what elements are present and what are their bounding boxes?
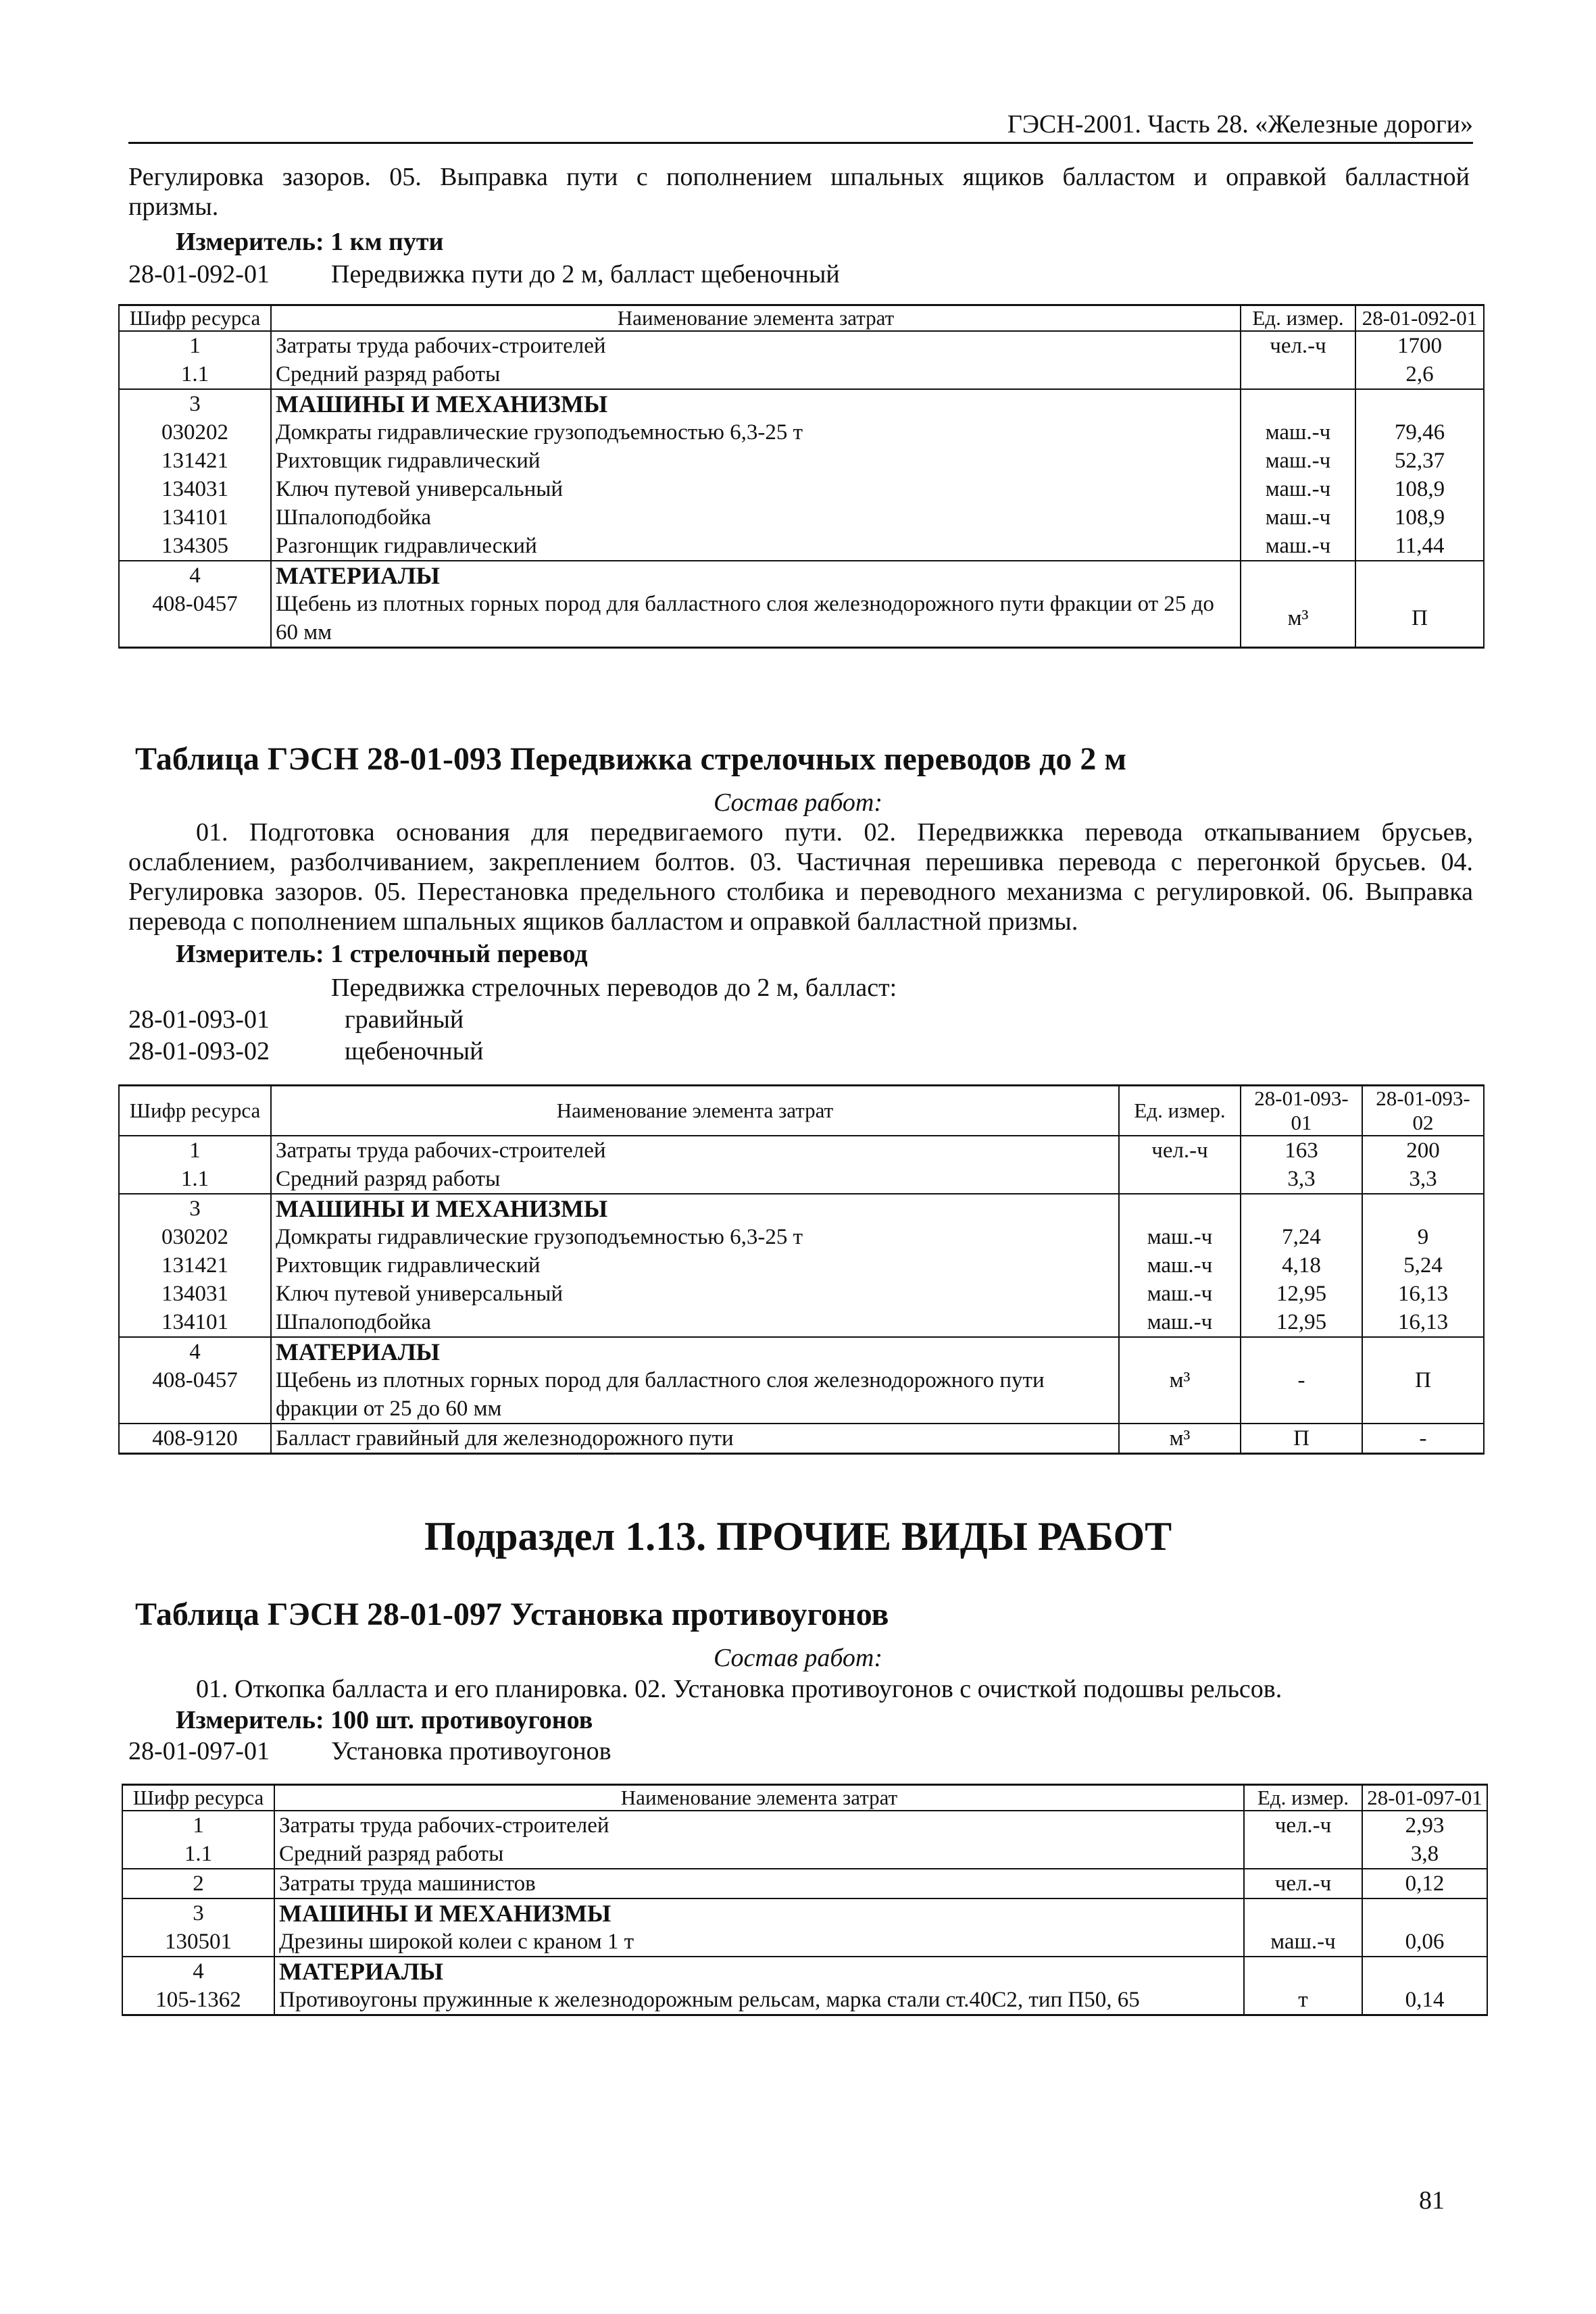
norm-common-name: Передвижка стрелочных переводов до 2 м, балласт: xyxy=(331,974,897,1002)
page-number: 81 xyxy=(1419,2186,1445,2215)
cell-unit xyxy=(1119,1165,1241,1194)
cell-value-1: 12,95 xyxy=(1241,1308,1362,1337)
cell-unit: т xyxy=(1244,1986,1362,2015)
cell-value: 2,6 xyxy=(1355,360,1484,389)
cell-unit: маш.-ч xyxy=(1119,1280,1241,1308)
cell-code: 1 xyxy=(122,1811,274,1840)
header-unit: Ед. измер. xyxy=(1119,1086,1241,1136)
cell-unit xyxy=(1119,1337,1241,1366)
cell-name: Рихтовщик гидравлический xyxy=(271,1251,1119,1280)
cell-value: 11,44 xyxy=(1355,532,1484,561)
cell-code: 134031 xyxy=(119,475,271,503)
cell-code: 134101 xyxy=(119,503,271,532)
cell-unit: маш.-ч xyxy=(1119,1308,1241,1337)
cell-unit: чел.-ч xyxy=(1119,1136,1241,1165)
cell-name: Щебень из плотных горных пород для балластного слоя железнодорожного пути фракции от 25 до 60 мм xyxy=(271,1366,1119,1424)
cell-value: П xyxy=(1355,590,1484,648)
cell-unit xyxy=(1241,561,1355,590)
cell-value: 108,9 xyxy=(1355,503,1484,532)
cell-code: 3 xyxy=(119,389,271,418)
table-row xyxy=(119,475,1484,503)
cell-value-2: 3,3 xyxy=(1362,1165,1484,1194)
norm-code: 28-01-093-02 xyxy=(128,1037,270,1065)
cell-name: Шпалоподбойка xyxy=(271,503,1241,532)
cell-unit: маш.-ч xyxy=(1241,418,1355,447)
table-row xyxy=(119,503,1484,532)
cell-code: 3 xyxy=(119,1194,271,1223)
norm-code: 28-01-092-01 xyxy=(128,260,270,288)
header-unit: Ед. измер. xyxy=(1244,1785,1362,1811)
norm-code-row xyxy=(128,259,840,289)
table-row xyxy=(119,561,1484,590)
cell-value: 52,37 xyxy=(1355,447,1484,475)
cell-unit: маш.-ч xyxy=(1244,1928,1362,1957)
norm-code: 28-01-093-01 xyxy=(128,1005,270,1034)
cell-value-2: 16,13 xyxy=(1362,1280,1484,1308)
cell-name: Дрезины широкой колеи с краном 1 т xyxy=(274,1928,1244,1957)
running-header: ГЭСН-2001. Часть 28. «Железные дороги» xyxy=(128,108,1473,144)
header-code: Шифр ресурса xyxy=(119,305,271,332)
cell-code: 1.1 xyxy=(119,1165,271,1194)
cell-code: 1 xyxy=(119,331,271,360)
cell-name: Средний разряд работы xyxy=(271,360,1241,389)
cell-name: Затраты труда машинистов xyxy=(274,1869,1244,1898)
resource-table-093 xyxy=(118,1084,1485,1455)
cell-unit: м³ xyxy=(1119,1424,1241,1454)
cell-code: 1 xyxy=(119,1136,271,1165)
cell-code: 3 xyxy=(122,1898,274,1928)
cell-code: 030202 xyxy=(119,418,271,447)
table-header-row xyxy=(119,305,1484,332)
cell-unit xyxy=(1244,1898,1362,1928)
cell-unit: м³ xyxy=(1119,1366,1241,1424)
cell-value-1 xyxy=(1241,1337,1362,1366)
header-unit: Ед. измер. xyxy=(1241,305,1355,332)
cell-code: 2 xyxy=(122,1869,274,1898)
section-label: МАТЕРИАЛЫ xyxy=(271,561,1241,590)
cell-code: 131421 xyxy=(119,1251,271,1280)
table-row xyxy=(122,1957,1487,1986)
measure-label-092: Измеритель: 1 км пути xyxy=(176,228,444,256)
cell-unit xyxy=(1241,360,1355,389)
header-name: Наименование элемента затрат xyxy=(271,1086,1119,1136)
cell-code: 408-9120 xyxy=(119,1424,271,1454)
cell-unit: маш.-ч xyxy=(1241,503,1355,532)
cell-unit: чел.-ч xyxy=(1244,1811,1362,1840)
cell-code: 134031 xyxy=(119,1280,271,1308)
cell-unit: маш.-ч xyxy=(1241,447,1355,475)
table-row xyxy=(122,1928,1487,1957)
works-text-093: 01. Подготовка основания для передвигаемого пути. 02. Передвижкка перевода откапыванием брусьев, ослаблением, разболчиванием, закреплением болтов. 03. Частичная перешивка перевода с перегонкой брусьев. 04. Регулировка зазоров. 05. Перестановка предельного столбика и переводного механизма с регулировкой. 06. Выправка перевода с пополнением шпальных ящиков балластом и оправкой балластной призмы. xyxy=(128,818,1473,936)
section-label: МАШИНЫ И МЕХАНИЗМЫ xyxy=(274,1898,1244,1928)
cell-value-1: 12,95 xyxy=(1241,1280,1362,1308)
cell-value: 0,14 xyxy=(1362,1986,1487,2015)
measure-label-097: Измеритель: 100 шт. противоугонов xyxy=(176,1706,593,1734)
table-row xyxy=(122,1898,1487,1928)
header-norm-2: 28-01-093-02 xyxy=(1362,1086,1484,1136)
header-code: Шифр ресурса xyxy=(122,1785,274,1811)
cell-unit: маш.-ч xyxy=(1241,475,1355,503)
norm-name: гравийный xyxy=(345,1005,464,1034)
cell-code: 408-0457 xyxy=(119,590,271,648)
works-label-093: Состав работ: xyxy=(713,788,883,817)
cell-value-1: 3,3 xyxy=(1241,1165,1362,1194)
cell-unit: маш.-ч xyxy=(1241,532,1355,561)
cell-value-2: П xyxy=(1362,1366,1484,1424)
section-label: МАШИНЫ И МЕХАНИЗМЫ xyxy=(271,389,1241,418)
cell-name: Затраты труда рабочих-строителей xyxy=(271,331,1241,360)
works-label-097: Состав работ: xyxy=(713,1644,883,1672)
table-row xyxy=(119,532,1484,561)
table-row xyxy=(122,1840,1487,1869)
table-row xyxy=(119,1280,1484,1308)
cell-value-1: П xyxy=(1241,1424,1362,1454)
cell-value xyxy=(1355,389,1484,418)
table-row xyxy=(119,1337,1484,1366)
cell-unit: чел.-ч xyxy=(1244,1869,1362,1898)
cell-name: Затраты труда рабочих-строителей xyxy=(271,1136,1119,1165)
cell-name: Средний разряд работы xyxy=(274,1840,1244,1869)
cell-value: 0,06 xyxy=(1362,1928,1487,1957)
cell-unit: м³ xyxy=(1241,590,1355,648)
cell-name: Домкраты гидравлические грузоподъемностью 6,3-25 т xyxy=(271,418,1241,447)
cell-value-2: 5,24 xyxy=(1362,1251,1484,1280)
table-row xyxy=(119,360,1484,389)
intro-text-line-1: Регулировка зазоров. 05. Выправка пути с пополнением шпальных ящиков балластом и оправкой балластной xyxy=(128,163,1470,191)
cell-code: 131421 xyxy=(119,447,271,475)
header-norm-1: 28-01-092-01 xyxy=(1355,305,1484,332)
header-norm-1: 28-01-093-01 xyxy=(1241,1086,1362,1136)
cell-code: 130501 xyxy=(122,1928,274,1957)
cell-value-1: 163 xyxy=(1241,1136,1362,1165)
cell-value xyxy=(1355,561,1484,590)
cell-name: Затраты труда рабочих-строителей xyxy=(274,1811,1244,1840)
intro-text-line-2: призмы. xyxy=(128,193,219,221)
cell-value xyxy=(1362,1957,1487,1986)
table-row xyxy=(122,1869,1487,1898)
cell-unit: маш.-ч xyxy=(1119,1223,1241,1251)
cell-value: 0,12 xyxy=(1362,1869,1487,1898)
table-row xyxy=(122,1811,1487,1840)
norm-code-row xyxy=(128,1036,484,1066)
cell-code: 105-1362 xyxy=(122,1986,274,2015)
section-label: МАШИНЫ И МЕХАНИЗМЫ xyxy=(271,1194,1119,1223)
resource-table-092 xyxy=(118,304,1485,649)
norm-name: щебеночный xyxy=(345,1037,484,1065)
norm-name: Передвижка пути до 2 м, балласт щебеночный xyxy=(331,260,840,288)
cell-value-1: - xyxy=(1241,1366,1362,1424)
header-code: Шифр ресурса xyxy=(119,1086,271,1136)
norm-code-row xyxy=(128,1005,464,1034)
table-title-097: Таблица ГЭСН 28-01-097 Установка противоугонов xyxy=(135,1596,889,1632)
table-row xyxy=(119,1223,1484,1251)
resource-table-097 xyxy=(122,1784,1488,2016)
cell-value: 108,9 xyxy=(1355,475,1484,503)
cell-name: Противоугоны пружинные к железнодорожным рельсам, марка стали ст.40С2, тип П50, 65 xyxy=(274,1986,1244,2015)
cell-name: Домкраты гидравлические грузоподъемностью 6,3-25 т xyxy=(271,1223,1119,1251)
cell-unit xyxy=(1244,1840,1362,1869)
cell-code: 134101 xyxy=(119,1308,271,1337)
cell-value-2: 9 xyxy=(1362,1223,1484,1251)
cell-name: Щебень из плотных горных пород для балластного слоя железнодорожного пути фракции от 25 до 60 мм xyxy=(271,590,1241,648)
cell-code: 030202 xyxy=(119,1223,271,1251)
cell-value-2: - xyxy=(1362,1424,1484,1454)
cell-code: 1.1 xyxy=(119,360,271,389)
cell-name: Разгонщик гидравлический xyxy=(271,532,1241,561)
table-row xyxy=(119,1424,1484,1454)
table-header-row xyxy=(122,1785,1487,1811)
cell-value-2 xyxy=(1362,1337,1484,1366)
section-label: МАТЕРИАЛЫ xyxy=(274,1957,1244,1986)
subsection-title: Подраздел 1.13. ПРОЧИЕ ВИДЫ РАБОТ xyxy=(424,1514,1172,1559)
cell-value-1: 4,18 xyxy=(1241,1251,1362,1280)
table-row xyxy=(122,1986,1487,2015)
table-row xyxy=(119,1308,1484,1337)
table-row xyxy=(119,1251,1484,1280)
cell-code: 408-0457 xyxy=(119,1366,271,1424)
measure-label-093: Измеритель: 1 стрелочный перевод xyxy=(176,940,588,968)
cell-value-1: 7,24 xyxy=(1241,1223,1362,1251)
cell-value: 3,8 xyxy=(1362,1840,1487,1869)
header-name: Наименование элемента затрат xyxy=(274,1785,1244,1811)
cell-unit xyxy=(1119,1194,1241,1223)
cell-code: 4 xyxy=(122,1957,274,1986)
cell-name: Средний разряд работы xyxy=(271,1165,1119,1194)
cell-value-2: 200 xyxy=(1362,1136,1484,1165)
cell-name: Шпалоподбойка xyxy=(271,1308,1119,1337)
table-row xyxy=(119,1165,1484,1194)
cell-code: 4 xyxy=(119,561,271,590)
table-row xyxy=(119,447,1484,475)
cell-unit xyxy=(1244,1957,1362,1986)
cell-value-2: 16,13 xyxy=(1362,1308,1484,1337)
norm-code-row xyxy=(128,1736,612,1766)
cell-value: 2,93 xyxy=(1362,1811,1487,1840)
cell-name: Ключ путевой универсальный xyxy=(271,475,1241,503)
cell-code: 4 xyxy=(119,1337,271,1366)
cell-code: 134305 xyxy=(119,532,271,561)
table-row xyxy=(119,590,1484,648)
cell-unit: чел.-ч xyxy=(1241,331,1355,360)
cell-value xyxy=(1362,1898,1487,1928)
cell-code: 1.1 xyxy=(122,1840,274,1869)
table-row xyxy=(119,389,1484,418)
cell-value-2 xyxy=(1362,1194,1484,1223)
cell-value-1 xyxy=(1241,1194,1362,1223)
table-row xyxy=(119,1136,1484,1165)
cell-name: Ключ путевой универсальный xyxy=(271,1280,1119,1308)
norm-name: Установка противоугонов xyxy=(331,1737,612,1765)
cell-unit: маш.-ч xyxy=(1119,1251,1241,1280)
table-header-row xyxy=(119,1086,1484,1136)
cell-name: Балласт гравийный для железнодорожного пути xyxy=(271,1424,1119,1454)
cell-name: Рихтовщик гидравлический xyxy=(271,447,1241,475)
table-row xyxy=(119,1366,1484,1424)
cell-value: 79,46 xyxy=(1355,418,1484,447)
section-label: МАТЕРИАЛЫ xyxy=(271,1337,1119,1366)
table-title-093: Таблица ГЭСН 28-01-093 Передвижка стрелочных переводов до 2 м xyxy=(135,741,1127,777)
table-row xyxy=(119,331,1484,360)
header-name: Наименование элемента затрат xyxy=(271,305,1241,332)
table-row xyxy=(119,418,1484,447)
cell-value: 1700 xyxy=(1355,331,1484,360)
header-norm-1: 28-01-097-01 xyxy=(1362,1785,1487,1811)
norm-code: 28-01-097-01 xyxy=(128,1737,270,1765)
cell-unit xyxy=(1241,389,1355,418)
works-text-097: 01. Откопка балласта и его планировка. 02. Установка противоугонов с очисткой подошвы рельсов. xyxy=(196,1675,1282,1703)
table-row xyxy=(119,1194,1484,1223)
